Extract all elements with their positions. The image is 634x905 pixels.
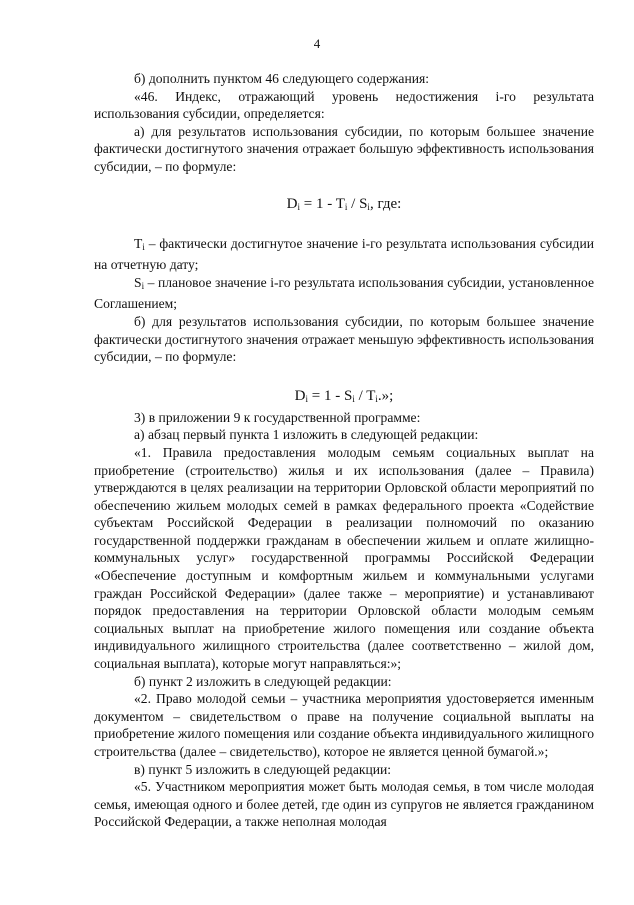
formula-1: $D_i = 1 - T_i / S_i$, где: <box>286 195 402 212</box>
paragraph: $S_i$ – плановое значение i-го результата использования субсидии, установленное Соглашением; <box>94 274 594 312</box>
paragraph: «46. Индекс, отражающий уровень недостижения i-го результата использования субсидии, определяется: <box>94 88 594 122</box>
paragraph: 3) в приложении 9 к государственной программе: <box>134 409 421 425</box>
paragraph: а) для результатов использования субсидии, по которым большее значение фактически достигнутого значения отражает большую эффективность использования субсидии, – по формуле: <box>94 123 594 174</box>
paragraph: «2. Право молодой семьи – участника мероприятия удостоверяется именным документом – свидетельством о праве на получение социальной выплаты на приобретение жилого помещения или создание объекта индивидуального жилищного строительства (далее – свидетельство), которое не является ценной бумагой.»; <box>94 691 594 759</box>
paragraph: б) пункт 2 изложить в следующей редакции: <box>134 673 392 689</box>
paragraph: б) для результатов использования субсидии, по которым большее значение фактически достигнутого значения отражает меньшую эффективность использования субсидии, – по формуле: <box>94 313 594 365</box>
document-body <box>94 70 594 831</box>
paragraph: б) дополнить пунктом 46 следующего содержания: <box>134 71 430 86</box>
page-number: 4 <box>313 36 321 51</box>
paragraph: «5. Участником мероприятия может быть молодая семья, в том числе молодая семья, имеющая одного и более детей, где один из супругов не является гражданином Российской Федерации, а также неполная молодая <box>94 779 594 830</box>
formula-2: $D_i = 1 - S_i / T_i$.»; <box>294 387 394 404</box>
paragraph: в) пункт 5 изложить в следующей редакции: <box>134 761 392 777</box>
paragraph: а) абзац первый пункта 1 изложить в следующей редакции: <box>134 427 479 443</box>
paragraph: «1. Правила предоставления молодым семьям социальных выплат на приобретение (строительство) жилья и их использования (далее – Правила) утверждаются в целях реализации на территории Орловской области мероприятий по обеспечению жильем молодых семей в рамках федерального проекта «Содействие субъектам Российской Федерации в реализации полномочий по оказанию государственной поддержки гражданам в обеспечении жильем и оплате жилищно-коммунальных услуг» государственной программы Российской Федерации «Обеспечение доступным и комфортным жильем и коммунальными услугами граждан Российской Федерации» (далее также – мероприятие) и устанавливают порядок предоставления на территории Орловской области молодым семьям социальных выплат на приобретение жилого помещения или создание объекта индивидуального жилищного строительства (далее соответственно – жилой дом, социальная выплата), которые могут направляться:»; <box>94 444 594 672</box>
paragraph: $T_i$ – фактически достигнутое значение i-го результата использования субсидии на отчетную дату; <box>94 235 594 273</box>
